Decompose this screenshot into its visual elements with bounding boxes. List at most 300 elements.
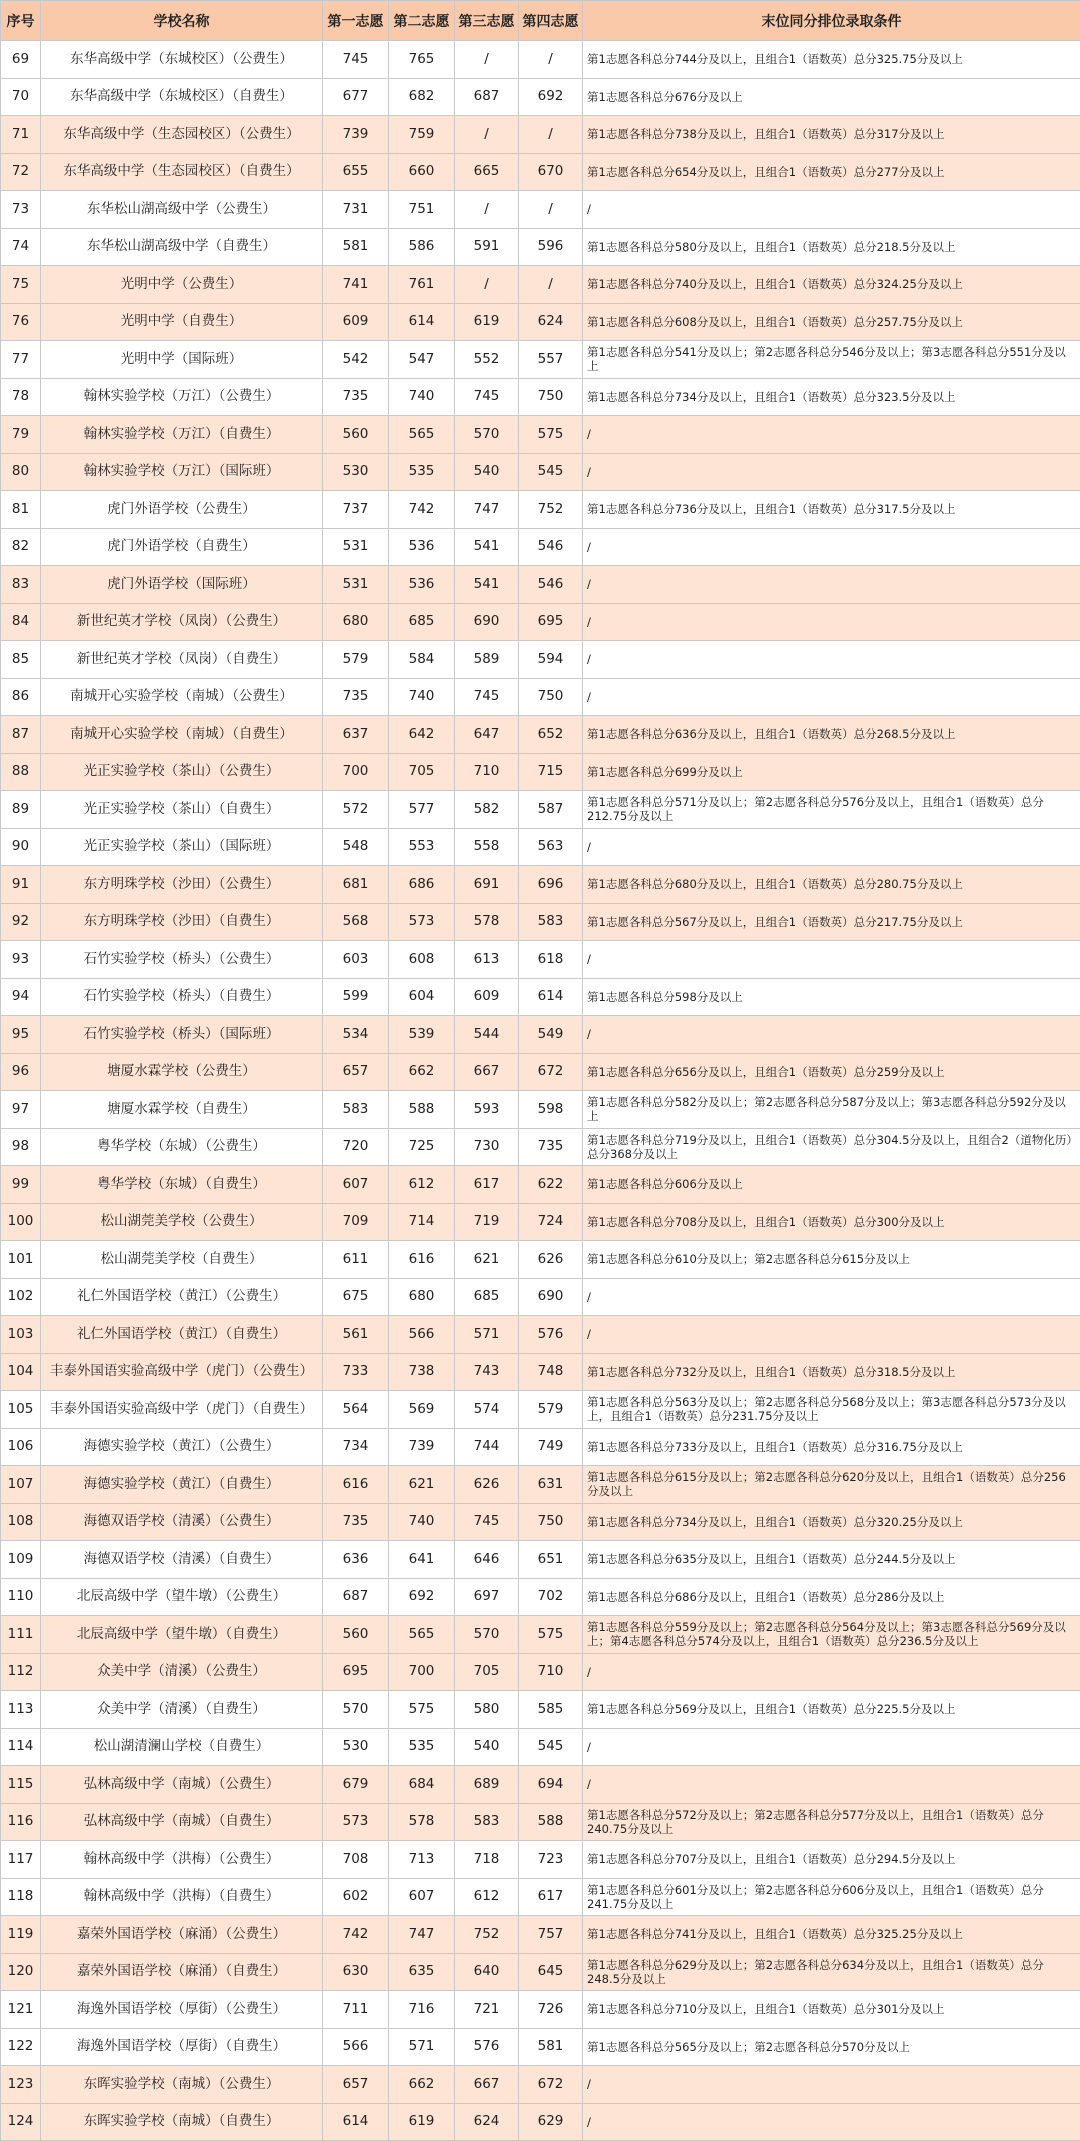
choice-4-score: 575 <box>519 416 583 454</box>
choice-1-score: 611 <box>323 1241 389 1279</box>
choice-2-score: 662 <box>389 1053 455 1091</box>
choice-2-score: 642 <box>389 716 455 754</box>
row-seq: 120 <box>1 1953 41 1991</box>
choice-1-score: 657 <box>323 2066 389 2104</box>
choice-4-score: 579 <box>519 1391 583 1429</box>
admission-condition: 第1志愿各科总分699分及以上 <box>583 753 1080 791</box>
choice-2-score: 713 <box>389 1841 455 1879</box>
choice-1-score: 530 <box>323 453 389 491</box>
choice-3-score: 574 <box>455 1391 519 1429</box>
choice-3-score: 647 <box>455 716 519 754</box>
school-name: 众美中学（清溪）（自费生） <box>41 1691 323 1729</box>
choice-3-score: 613 <box>455 941 519 979</box>
row-seq: 98 <box>1 1128 41 1166</box>
choice-2-score: 641 <box>389 1541 455 1579</box>
choice-1-score: 679 <box>323 1766 389 1804</box>
school-name: 塘厦水霖学校（公费生） <box>41 1053 323 1091</box>
row-seq: 70 <box>1 78 41 116</box>
choice-3-score: 540 <box>455 1728 519 1766</box>
row-seq: 79 <box>1 416 41 454</box>
row-seq: 117 <box>1 1841 41 1879</box>
choice-2-score: 742 <box>389 491 455 529</box>
choice-4-score: 594 <box>519 641 583 679</box>
choice-3-score: 578 <box>455 903 519 941</box>
choice-1-score: 573 <box>323 1803 389 1841</box>
table-row <box>1 1916 1080 1954</box>
school-name: 礼仁外国语学校（黄江）（自费生） <box>41 1316 323 1354</box>
choice-4-score: 695 <box>519 603 583 641</box>
school-name: 松山湖清澜山学校（自费生） <box>41 1728 323 1766</box>
choice-4-score: 702 <box>519 1578 583 1616</box>
row-seq: 71 <box>1 116 41 154</box>
row-seq: 119 <box>1 1916 41 1954</box>
header-choice-4: 第四志愿 <box>519 1 583 41</box>
table-row <box>1 1391 1080 1429</box>
school-name: 北辰高级中学（望牛墩）（公费生） <box>41 1578 323 1616</box>
admission-condition: 第1志愿各科总分606分及以上 <box>583 1166 1080 1204</box>
choice-4-score: / <box>519 191 583 229</box>
choice-4-score: 618 <box>519 941 583 979</box>
choice-1-score: 630 <box>323 1953 389 1991</box>
choice-4-score: 583 <box>519 903 583 941</box>
choice-1-score: 602 <box>323 1878 389 1916</box>
choice-2-score: 547 <box>389 341 455 379</box>
choice-1-score: 733 <box>323 1353 389 1391</box>
choice-1-score: 677 <box>323 78 389 116</box>
choice-4-score: 652 <box>519 716 583 754</box>
choice-1-score: 731 <box>323 191 389 229</box>
table-row <box>1 2028 1080 2066</box>
table-row <box>1 1541 1080 1579</box>
table-row <box>1 341 1080 379</box>
choice-4-score: 672 <box>519 2066 583 2104</box>
choice-3-score: 705 <box>455 1653 519 1691</box>
row-seq: 105 <box>1 1391 41 1429</box>
table-row <box>1 191 1080 229</box>
table-row <box>1 1203 1080 1241</box>
admission-condition: / <box>583 678 1080 716</box>
choice-1-score: 614 <box>323 2103 389 2141</box>
choice-2-score: 692 <box>389 1578 455 1616</box>
choice-3-score: 710 <box>455 753 519 791</box>
choice-2-score: 586 <box>389 228 455 266</box>
choice-3-score: 690 <box>455 603 519 641</box>
table-row <box>1 866 1080 904</box>
choice-2-score: 588 <box>389 1091 455 1129</box>
header-admission-condition: 末位同分排位录取条件 <box>583 1 1080 41</box>
choice-4-score: 748 <box>519 1353 583 1391</box>
choice-3-score: 582 <box>455 791 519 829</box>
choice-2-score: 660 <box>389 153 455 191</box>
row-seq: 107 <box>1 1466 41 1504</box>
header-choice-3: 第三志愿 <box>455 1 519 41</box>
admission-condition: 第1志愿各科总分567分及以上，且组合1（语数英）总分217.75分及以上 <box>583 903 1080 941</box>
school-name: 翰林实验学校（万江）（自费生） <box>41 416 323 454</box>
choice-3-score: 541 <box>455 528 519 566</box>
choice-2-score: 700 <box>389 1653 455 1691</box>
choice-4-score: / <box>519 116 583 154</box>
choice-2-score: 680 <box>389 1278 455 1316</box>
choice-2-score: 577 <box>389 791 455 829</box>
choice-1-score: 636 <box>323 1541 389 1579</box>
admission-condition: 第1志愿各科总分676分及以上 <box>583 78 1080 116</box>
admission-condition: 第1志愿各科总分654分及以上，且组合1（语数英）总分277分及以上 <box>583 153 1080 191</box>
table-row <box>1 116 1080 154</box>
school-name: 海德实验学校（黄江）（公费生） <box>41 1428 323 1466</box>
choice-3-score: 589 <box>455 641 519 679</box>
row-seq: 76 <box>1 303 41 341</box>
choice-2-score: 619 <box>389 2103 455 2141</box>
school-name: 丰泰外国语实验高级中学（虎门）（公费生） <box>41 1353 323 1391</box>
table-row <box>1 1953 1080 1991</box>
school-name: 翰林高级中学（洪梅）（公费生） <box>41 1841 323 1879</box>
row-seq: 100 <box>1 1203 41 1241</box>
choice-4-score: 757 <box>519 1916 583 1954</box>
admission-condition: 第1志愿各科总分572分及以上；第2志愿各科总分577分及以上，且组合1（语数英）总分240.75分及以上 <box>583 1803 1080 1841</box>
school-name: 虎门外语学校（自费生） <box>41 528 323 566</box>
table-row <box>1 416 1080 454</box>
choice-1-score: 542 <box>323 341 389 379</box>
school-name: 东华高级中学（东城校区）（自费生） <box>41 78 323 116</box>
choice-3-score: 583 <box>455 1803 519 1841</box>
choice-3-score: 752 <box>455 1916 519 1954</box>
choice-1-score: 700 <box>323 753 389 791</box>
admission-condition: 第1志愿各科总分680分及以上，且组合1（语数英）总分280.75分及以上 <box>583 866 1080 904</box>
table-row <box>1 1803 1080 1841</box>
row-seq: 112 <box>1 1653 41 1691</box>
school-name: 松山湖莞美学校（自费生） <box>41 1241 323 1279</box>
table-row <box>1 1728 1080 1766</box>
choice-1-score: 637 <box>323 716 389 754</box>
choice-4-score: 563 <box>519 828 583 866</box>
choice-3-score: 576 <box>455 2028 519 2066</box>
row-seq: 106 <box>1 1428 41 1466</box>
admission-condition: / <box>583 191 1080 229</box>
admission-condition: / <box>583 1316 1080 1354</box>
choice-3-score: 745 <box>455 1503 519 1541</box>
choice-2-score: 759 <box>389 116 455 154</box>
choice-3-score: 646 <box>455 1541 519 1579</box>
choice-2-score: 686 <box>389 866 455 904</box>
choice-3-score: 718 <box>455 1841 519 1879</box>
choice-2-score: 705 <box>389 753 455 791</box>
admission-condition: 第1志愿各科总分740分及以上，且组合1（语数英）总分324.25分及以上 <box>583 266 1080 304</box>
choice-4-score: 546 <box>519 566 583 604</box>
choice-4-score: 557 <box>519 341 583 379</box>
row-seq: 73 <box>1 191 41 229</box>
table-row <box>1 1316 1080 1354</box>
choice-4-score: 614 <box>519 978 583 1016</box>
school-name: 弘林高级中学（南城）（公费生） <box>41 1766 323 1804</box>
table-row <box>1 1691 1080 1729</box>
choice-2-score: 604 <box>389 978 455 1016</box>
choice-4-score: 735 <box>519 1128 583 1166</box>
row-seq: 118 <box>1 1878 41 1916</box>
choice-4-score: 750 <box>519 1503 583 1541</box>
table-row <box>1 678 1080 716</box>
table-row <box>1 1353 1080 1391</box>
choice-3-score: 697 <box>455 1578 519 1616</box>
choice-3-score: 621 <box>455 1241 519 1279</box>
choice-2-score: 685 <box>389 603 455 641</box>
choice-3-score: 745 <box>455 678 519 716</box>
table-row <box>1 791 1080 829</box>
choice-2-score: 662 <box>389 2066 455 2104</box>
admission-condition: 第1志愿各科总分636分及以上，且组合1（语数英）总分268.5分及以上 <box>583 716 1080 754</box>
choice-4-score: 617 <box>519 1878 583 1916</box>
choice-3-score: 685 <box>455 1278 519 1316</box>
admission-condition: 第1志愿各科总分708分及以上，且组合1（语数英）总分300分及以上 <box>583 1203 1080 1241</box>
row-seq: 121 <box>1 1991 41 2029</box>
choice-4-score: 645 <box>519 1953 583 1991</box>
table-row <box>1 228 1080 266</box>
table-row <box>1 1278 1080 1316</box>
admission-condition: / <box>583 1766 1080 1804</box>
table-body <box>1 41 1080 2141</box>
school-name: 众美中学（清溪）（公费生） <box>41 1653 323 1691</box>
choice-4-score: 723 <box>519 1841 583 1879</box>
school-name: 弘林高级中学（南城）（自费生） <box>41 1803 323 1841</box>
admission-condition: 第1志愿各科总分565分及以上；第2志愿各科总分570分及以上 <box>583 2028 1080 2066</box>
choice-3-score: / <box>455 116 519 154</box>
school-name: 光明中学（自费生） <box>41 303 323 341</box>
admission-condition: / <box>583 1728 1080 1766</box>
school-name: 海逸外国语学校（厚街）（自费生） <box>41 2028 323 2066</box>
table-row <box>1 1053 1080 1091</box>
header-choice-1: 第一志愿 <box>323 1 389 41</box>
table-row <box>1 828 1080 866</box>
school-name: 嘉荣外国语学校（麻涌）（公费生） <box>41 1916 323 1954</box>
school-name: 光正实验学校（茶山）（公费生） <box>41 753 323 791</box>
choice-4-score: 581 <box>519 2028 583 2066</box>
choice-1-score: 568 <box>323 903 389 941</box>
admission-condition: 第1志愿各科总分635分及以上，且组合1（语数英）总分244.5分及以上 <box>583 1541 1080 1579</box>
table-row <box>1 1991 1080 2029</box>
choice-2-score: 535 <box>389 453 455 491</box>
school-name: 光明中学（公费生） <box>41 266 323 304</box>
admission-condition: / <box>583 1653 1080 1691</box>
choice-1-score: 734 <box>323 1428 389 1466</box>
school-name: 石竹实验学校（桥头）（自费生） <box>41 978 323 1016</box>
row-seq: 91 <box>1 866 41 904</box>
school-name: 东华高级中学（东城校区）（公费生） <box>41 41 323 79</box>
row-seq: 102 <box>1 1278 41 1316</box>
table-row <box>1 641 1080 679</box>
choice-4-score: 575 <box>519 1616 583 1654</box>
school-name: 东晖实验学校（南城）（公费生） <box>41 2066 323 2104</box>
row-seq: 78 <box>1 378 41 416</box>
school-name: 粤华学校（东城）（自费生） <box>41 1166 323 1204</box>
school-name: 东华高级中学（生态园校区）（自费生） <box>41 153 323 191</box>
choice-4-score: 694 <box>519 1766 583 1804</box>
choice-4-score: 588 <box>519 1803 583 1841</box>
row-seq: 122 <box>1 2028 41 2066</box>
choice-4-score: 752 <box>519 491 583 529</box>
admission-condition: 第1志愿各科总分615分及以上；第2志愿各科总分620分及以上，且组合1（语数英）总分256分及以上 <box>583 1466 1080 1504</box>
school-name: 新世纪英才学校（凤岗）（自费生） <box>41 641 323 679</box>
school-name: 翰林高级中学（洪梅）（自费生） <box>41 1878 323 1916</box>
admission-condition: 第1志愿各科总分707分及以上，且组合1（语数英）总分294.5分及以上 <box>583 1841 1080 1879</box>
table-row <box>1 1578 1080 1616</box>
table-row <box>1 41 1080 79</box>
choice-2-score: 575 <box>389 1691 455 1729</box>
row-seq: 92 <box>1 903 41 941</box>
choice-2-score: 714 <box>389 1203 455 1241</box>
table-row <box>1 1166 1080 1204</box>
choice-1-score: 548 <box>323 828 389 866</box>
choice-4-score: 692 <box>519 78 583 116</box>
choice-1-score: 735 <box>323 1503 389 1541</box>
admission-condition: 第1志愿各科总分734分及以上，且组合1（语数英）总分320.25分及以上 <box>583 1503 1080 1541</box>
choice-1-score: 616 <box>323 1466 389 1504</box>
table-row <box>1 1616 1080 1654</box>
choice-3-score: / <box>455 41 519 79</box>
choice-1-score: 735 <box>323 378 389 416</box>
school-name: 南城开心实验学校（南城）（自费生） <box>41 716 323 754</box>
choice-3-score: 570 <box>455 416 519 454</box>
row-seq: 123 <box>1 2066 41 2104</box>
school-name: 嘉荣外国语学校（麻涌）（自费生） <box>41 1953 323 1991</box>
admission-condition: / <box>583 1016 1080 1054</box>
row-seq: 83 <box>1 566 41 604</box>
table-row <box>1 1091 1080 1129</box>
choice-4-score: 710 <box>519 1653 583 1691</box>
choice-2-score: 607 <box>389 1878 455 1916</box>
school-name: 粤华学校（东城）（公费生） <box>41 1128 323 1166</box>
school-name: 光正实验学校（茶山）（自费生） <box>41 791 323 829</box>
admission-condition: 第1志愿各科总分569分及以上，且组合1（语数英）总分225.5分及以上 <box>583 1691 1080 1729</box>
row-seq: 113 <box>1 1691 41 1729</box>
choice-1-score: 655 <box>323 153 389 191</box>
table-row <box>1 753 1080 791</box>
row-seq: 77 <box>1 341 41 379</box>
school-name: 丰泰外国语实验高级中学（虎门）（自费生） <box>41 1391 323 1429</box>
choice-2-score: 578 <box>389 1803 455 1841</box>
table-row <box>1 78 1080 116</box>
choice-2-score: 539 <box>389 1016 455 1054</box>
choice-3-score: / <box>455 191 519 229</box>
choice-3-score: 730 <box>455 1128 519 1166</box>
row-seq: 114 <box>1 1728 41 1766</box>
table-row <box>1 1841 1080 1879</box>
choice-3-score: 571 <box>455 1316 519 1354</box>
choice-2-score: 682 <box>389 78 455 116</box>
school-name: 翰林实验学校（万江）（国际班） <box>41 453 323 491</box>
choice-2-score: 740 <box>389 1503 455 1541</box>
choice-1-score: 579 <box>323 641 389 679</box>
choice-4-score: 585 <box>519 1691 583 1729</box>
choice-2-score: 614 <box>389 303 455 341</box>
choice-2-score: 740 <box>389 378 455 416</box>
choice-1-score: 681 <box>323 866 389 904</box>
admission-condition: 第1志愿各科总分598分及以上 <box>583 978 1080 1016</box>
school-name: 东晖实验学校（南城）（自费生） <box>41 2103 323 2141</box>
choice-4-score: / <box>519 266 583 304</box>
row-seq: 103 <box>1 1316 41 1354</box>
choice-3-score: 640 <box>455 1953 519 1991</box>
admission-condition: 第1志愿各科总分710分及以上，且组合1（语数英）总分301分及以上 <box>583 1991 1080 2029</box>
choice-1-score: 583 <box>323 1091 389 1129</box>
admission-condition: / <box>583 603 1080 641</box>
row-seq: 104 <box>1 1353 41 1391</box>
choice-4-score: 750 <box>519 678 583 716</box>
choice-4-score: 749 <box>519 1428 583 1466</box>
choice-1-score: 709 <box>323 1203 389 1241</box>
row-seq: 87 <box>1 716 41 754</box>
admission-condition: 第1志愿各科总分738分及以上，且组合1（语数英）总分317分及以上 <box>583 116 1080 154</box>
choice-1-score: 708 <box>323 1841 389 1879</box>
choice-3-score: 689 <box>455 1766 519 1804</box>
choice-1-score: 739 <box>323 116 389 154</box>
table-row <box>1 153 1080 191</box>
row-seq: 81 <box>1 491 41 529</box>
choice-1-score: 720 <box>323 1128 389 1166</box>
choice-2-score: 740 <box>389 678 455 716</box>
choice-3-score: 626 <box>455 1466 519 1504</box>
row-seq: 82 <box>1 528 41 566</box>
admission-condition: / <box>583 828 1080 866</box>
school-name: 北辰高级中学（望牛墩）（自费生） <box>41 1616 323 1654</box>
choice-3-score: 743 <box>455 1353 519 1391</box>
choice-2-score: 725 <box>389 1128 455 1166</box>
table-row <box>1 1653 1080 1691</box>
choice-2-score: 573 <box>389 903 455 941</box>
choice-2-score: 761 <box>389 266 455 304</box>
choice-3-score: 609 <box>455 978 519 1016</box>
choice-3-score: 580 <box>455 1691 519 1729</box>
choice-1-score: 741 <box>323 266 389 304</box>
table-row <box>1 1503 1080 1541</box>
choice-2-score: 608 <box>389 941 455 979</box>
choice-4-score: 545 <box>519 453 583 491</box>
school-name: 海德双语学校（清溪）（公费生） <box>41 1503 323 1541</box>
row-seq: 89 <box>1 791 41 829</box>
admission-condition: 第1志愿各科总分559分及以上；第2志愿各科总分564分及以上；第3志愿各科总分569分及以上；第4志愿各科总分574分及以上，且组合1（语数英）总分236.5分及以上 <box>583 1616 1080 1654</box>
choice-2-score: 584 <box>389 641 455 679</box>
row-seq: 116 <box>1 1803 41 1841</box>
choice-1-score: 566 <box>323 2028 389 2066</box>
school-name: 东华松山湖高级中学（公费生） <box>41 191 323 229</box>
table-row <box>1 978 1080 1016</box>
choice-4-score: 715 <box>519 753 583 791</box>
choice-1-score: 687 <box>323 1578 389 1616</box>
admission-condition: 第1志愿各科总分580分及以上，且组合1（语数英）总分218.5分及以上 <box>583 228 1080 266</box>
choice-4-score: 631 <box>519 1466 583 1504</box>
choice-3-score: 721 <box>455 1991 519 2029</box>
school-name: 海德双语学校（清溪）（自费生） <box>41 1541 323 1579</box>
choice-3-score: 552 <box>455 341 519 379</box>
row-seq: 115 <box>1 1766 41 1804</box>
row-seq: 72 <box>1 153 41 191</box>
table-row <box>1 266 1080 304</box>
choice-2-score: 566 <box>389 1316 455 1354</box>
choice-1-score: 737 <box>323 491 389 529</box>
admission-condition: / <box>583 566 1080 604</box>
row-seq: 96 <box>1 1053 41 1091</box>
school-name: 光明中学（国际班） <box>41 341 323 379</box>
admission-condition: 第1志愿各科总分734分及以上，且组合1（语数英）总分323.5分及以上 <box>583 378 1080 416</box>
choice-2-score: 616 <box>389 1241 455 1279</box>
choice-1-score: 742 <box>323 1916 389 1954</box>
admission-condition: 第1志愿各科总分563分及以上；第2志愿各科总分568分及以上；第3志愿各科总分573分及以上，且组合1（语数英）总分231.75分及以上 <box>583 1391 1080 1429</box>
school-name: 光正实验学校（茶山）（国际班） <box>41 828 323 866</box>
choice-2-score: 536 <box>389 566 455 604</box>
row-seq: 69 <box>1 41 41 79</box>
choice-1-score: 531 <box>323 528 389 566</box>
header-school-name: 学校名称 <box>41 1 323 41</box>
choice-2-score: 535 <box>389 1728 455 1766</box>
choice-3-score: / <box>455 266 519 304</box>
